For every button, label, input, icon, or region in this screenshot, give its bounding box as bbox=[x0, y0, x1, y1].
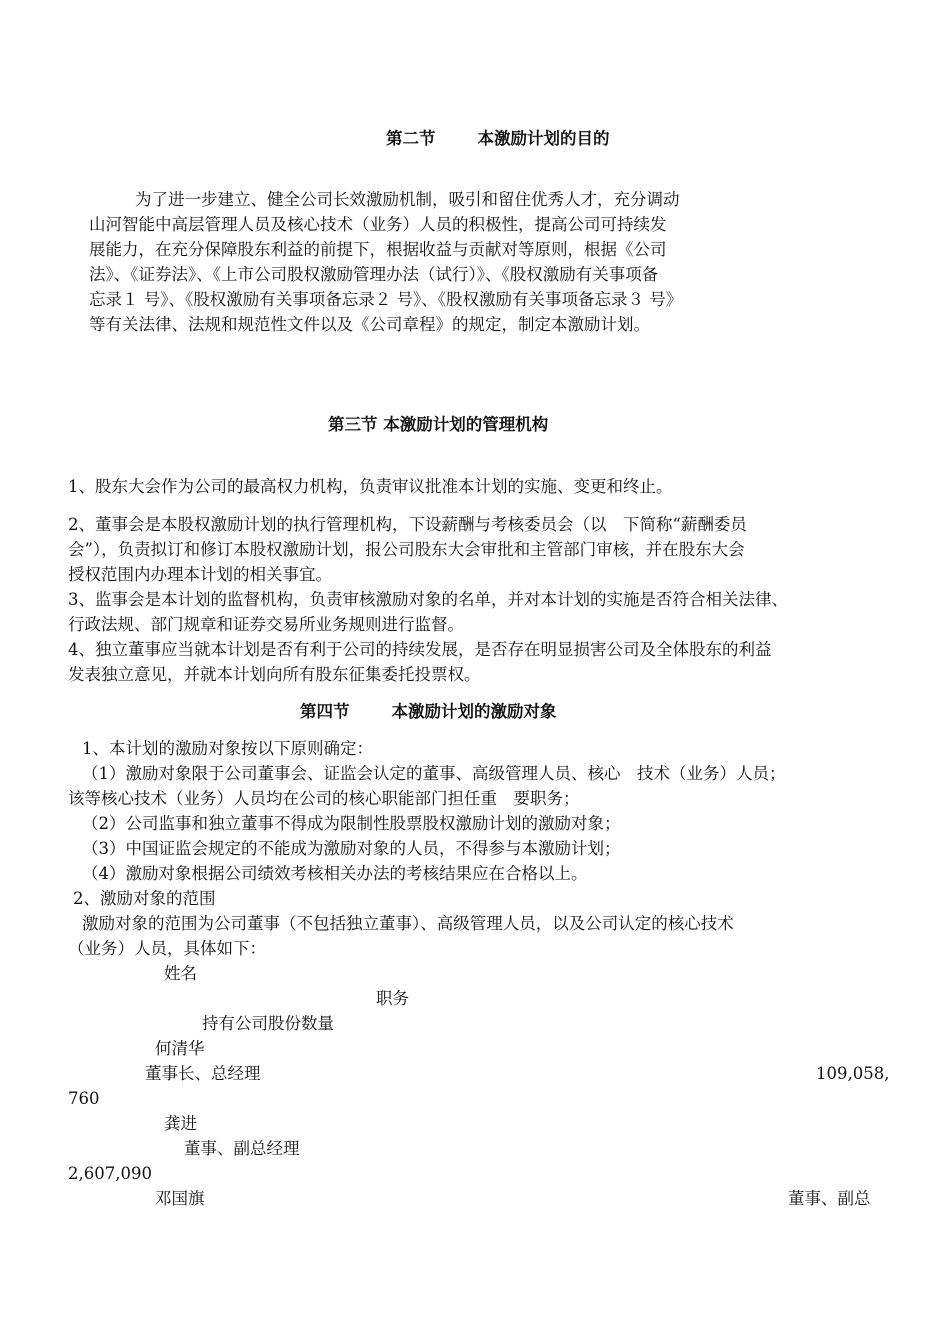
row1-shares-part2: 760 bbox=[68, 1089, 100, 1108]
sec4-line-1: 1、本计划的激励对象按以下原则确定： bbox=[82, 739, 373, 758]
sec2-line-1: 为了进一步建立、健全公司长效激励机制，吸引和留住优秀人才，充分调动 bbox=[135, 190, 680, 209]
section-2-number: 第二节 bbox=[386, 129, 436, 148]
row3-role: 董事、副总 bbox=[788, 1189, 871, 1208]
row3-name: 邓国旗 bbox=[155, 1189, 205, 1208]
sec4-line-8: 激励对象的范围为公司董事（不包括独立董事）、高级管理人员，以及公司认定的核心技术 bbox=[82, 914, 734, 933]
table-header-name: 姓名 bbox=[164, 964, 197, 983]
sec4-line-4: （2）公司监事和独立董事不得成为限制性股票股权激励计划的激励对象； bbox=[82, 814, 621, 833]
table-header-role: 职务 bbox=[376, 989, 409, 1008]
sec3-line-8: 发表独立意见，并就本计划向所有股东征集委托投票权。 bbox=[68, 665, 481, 684]
row1-shares-part1: 109,058, bbox=[816, 1064, 890, 1083]
row1-role: 董事长、总经理 bbox=[145, 1064, 261, 1083]
section-4-title: 本激励计划的激励对象 bbox=[391, 702, 557, 721]
section-2-title: 本激励计划的目的 bbox=[477, 129, 610, 148]
sec3-line-6: 行政法规、部门规章和证券交易所业务规则进行监督。 bbox=[68, 615, 464, 634]
sec2-line-2: 山河智能中高层管理人员及核心技术（业务）人员的积极性，提高公司可持续发 bbox=[89, 215, 667, 234]
sec4-line-3: 该等核心技术（业务）人员均在公司的核心职能部门担任重 要职务； bbox=[68, 789, 580, 808]
row2-name: 龚进 bbox=[164, 1114, 197, 1133]
sec4-line-9: （业务）人员，具体如下： bbox=[68, 939, 266, 958]
sec4-line-5: （3）中国证监会规定的不能成为激励对象的人员，不得参与本激励计划； bbox=[82, 839, 621, 858]
sec3-line-1: 1、股东大会作为公司的最高权力机构，负责审议批准本计划的实施、变更和终止。 bbox=[68, 477, 673, 496]
section-2-heading bbox=[386, 128, 610, 150]
sec2-line-3: 展能力，在充分保障股东利益的前提下，根据收益与贡献对等原则，根据《公司 bbox=[89, 240, 667, 259]
sec3-line-2: 2、董事会是本股权激励计划的执行管理机构，下设薪酬与考核委员会（以 下简称“薪酬委员 bbox=[68, 515, 747, 534]
sec3-line-5: 3、监事会是本计划的监督机构，负责审核激励对象的名单，并对本计划的实施是否符合相关法律、 bbox=[68, 590, 788, 609]
section-4-number: 第四节 bbox=[300, 702, 350, 721]
table-header-shares: 持有公司股份数量 bbox=[202, 1014, 334, 1033]
section-4-heading bbox=[300, 701, 557, 723]
sec3-line-4: 授权范围内办理本计划的相关事宜。 bbox=[68, 565, 332, 584]
row1-name: 何清华 bbox=[155, 1039, 205, 1058]
sec4-line-2: （1）激励对象限于公司董事会、证监会认定的董事、高级管理人员、核心 技术（业务）人员； bbox=[82, 764, 786, 783]
row2-shares: 2,607,090 bbox=[68, 1164, 152, 1183]
sec3-line-7: 4、独立董事应当就本计划是否有利于公司的持续发展，是否存在明显损害公司及全体股东的利益 bbox=[68, 640, 772, 659]
sec4-line-6: （4）激励对象根据公司绩效考核相关办法的考核结果应在合格以上。 bbox=[82, 864, 588, 883]
sec4-line-7: 2、激励对象的范围 bbox=[73, 889, 216, 908]
sec2-line-4: 法》、《证券法》、《上市公司股权激励管理办法（试行）》、《股权激励有关事项备 bbox=[89, 265, 659, 284]
sec3-line-3: 会”），负责拟订和修订本股权激励计划，报公司股东大会审批和主管部门审核，并在股东大会 bbox=[68, 540, 745, 559]
row2-role: 董事、副总经理 bbox=[184, 1139, 300, 1158]
section-3-title: 第三节 本激励计划的管理机构 bbox=[328, 415, 549, 434]
sec2-line-5: 忘录１ 号》、《股权激励有关事项备忘录２ 号》、《股权激励有关事项备忘录３ 号》 bbox=[89, 290, 683, 309]
sec2-line-6: 等有关法律、法规和规范性文件以及《公司章程》的规定，制定本激励计划。 bbox=[89, 315, 650, 334]
